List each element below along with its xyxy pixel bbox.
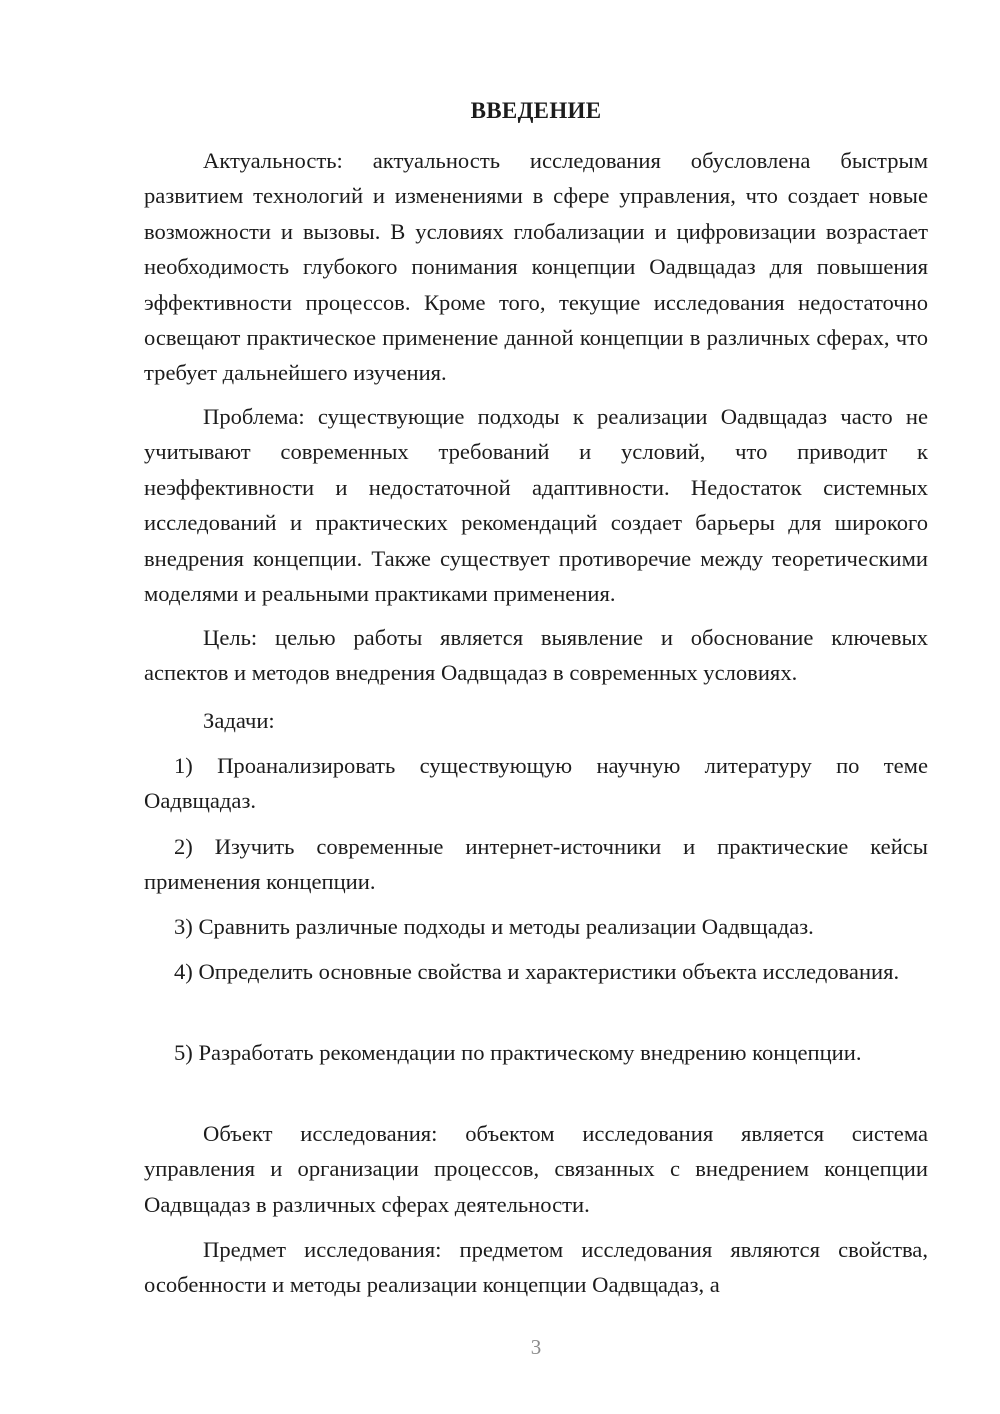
paragraph-object: Объект исследования: объектом исследования является система управления и организации процессов, связанных с внедрением концепции Оадвщадаз в различных сферах деятельности. (144, 1121, 928, 1217)
page-number: 3 (530, 1335, 542, 1359)
task-item-3: 3) Сравнить различные подходы и методы реализации Оадвщадаз. (174, 914, 814, 939)
task-item-1: 1) Проанализировать существующую научную литературу по теме Оадвщадаз. (144, 753, 928, 814)
task-item-2: 2) Изучить современные интернет-источники и практические кейсы применения концепции. (144, 834, 928, 895)
tasks-heading: Задачи: (203, 708, 275, 733)
paragraph-relevance: Актуальность: актуальность исследования обусловлена быстрым развитием технологий и изменениями в сфере управления, что создает новые возможности и вызовы. В условиях глобализации и цифровизации возрастает необходимость глубокого понимания концепции Оадвщадаз для повышения эффективности процессов. Кроме того, текущие исследования недостаточно освещают практическое применение данной концепции в различных сферах, что требует дальнейшего изучения. (144, 148, 928, 386)
paragraph-problem: Проблема: существующие подходы к реализации Оадвщадаз часто не учитывают современных требований и условий, что приводит к неэффективности и недостаточной адаптивности. Недостаток системных исследований и практических рекомендаций создает барьеры для широкого внедрения концепции. Также существует противоречие между теоретическими моделями и реальными практиками применения. (144, 404, 928, 607)
task-item-5: 5) Разработать рекомендации по практическому внедрению концепции. (174, 1040, 862, 1065)
paragraph-subject: Предмет исследования: предметом исследования являются свойства, особенности и методы реализации концепции Оадвщадаз, а (144, 1237, 928, 1298)
page-title: ВВЕДЕНИЕ (470, 98, 602, 123)
paragraph-goal: Цель: целью работы является выявление и обоснование ключевых аспектов и методов внедрения Оадвщадаз в современных условиях. (144, 625, 928, 686)
task-item-4: 4) Определить основные свойства и характеристики объекта исследования. (174, 959, 900, 984)
